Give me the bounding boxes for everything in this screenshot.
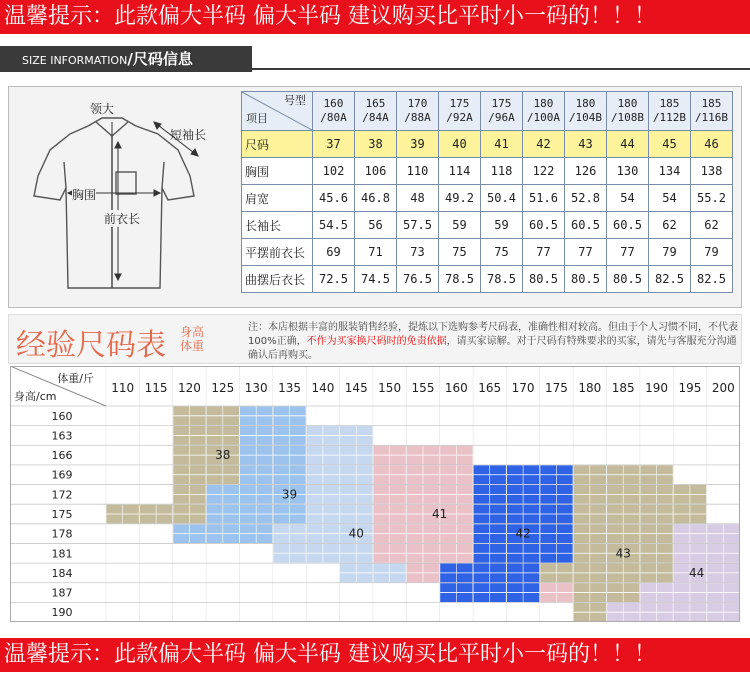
column-header-height: 180 [617,97,638,110]
table-row [242,131,733,158]
table-cell: 60.5 [523,212,565,239]
table-cell: 73 [397,239,439,266]
column-header-chest: /104B [568,111,603,124]
column-header [439,92,481,131]
table-row [242,158,733,185]
height-label: 184 [51,566,73,580]
label-chest: 胸围 [72,188,97,202]
table-cell: 62 [691,212,733,239]
column-header [481,92,523,131]
column-header-chest: /84A [362,111,389,124]
height-label: 166 [51,449,73,463]
experience-note [248,321,738,363]
table-cell: 69 [313,239,355,266]
column-header [649,92,691,131]
table-cell: 48 [397,185,439,212]
table-cell: 37 [313,131,355,158]
experience-title: 经验尺码表 [16,328,166,363]
weight-label: 180 [578,381,602,395]
table-cell: 50.4 [481,185,523,212]
note-text-red: 不作为买家换尺码时的免责依据 [306,336,447,347]
weight-label: 125 [211,381,235,395]
row-label: 肩宽 [242,185,313,212]
table-cell: 54 [649,185,691,212]
weight-label: 195 [678,381,702,395]
column-header-chest: /108B [610,111,645,124]
corner-bottom: 项目 [246,112,268,125]
height-label: 175 [51,508,73,521]
table-cell: 75 [481,239,523,266]
table-cell: 40 [439,131,481,158]
column-header-height: 185 [701,97,722,110]
height-label: 169 [51,468,73,482]
subtitle-weight: 体重 [180,339,205,353]
size-table [241,91,733,293]
table-cell: 45 [649,131,691,158]
column-header [607,92,649,131]
weight-label: 200 [711,381,735,395]
table-row [242,239,733,266]
section-title [22,46,193,74]
table-cell: 78.5 [481,266,523,293]
weight-label: 140 [311,381,335,395]
row-label: 胸围 [242,158,313,185]
height-label: 190 [51,606,73,620]
size-grid-svg [10,366,740,622]
warning-banner-bottom: 温馨提示：此款偏大半码 偏大半码 建议购买比平时小一码的！！！ [0,638,750,672]
column-header-height: 180 [575,97,596,110]
table-cell: 55.2 [691,185,733,212]
column-header-chest: /116B [694,111,729,124]
column-header-chest: /88A [404,111,431,124]
table-cell: 77 [523,239,565,266]
table-cell: 51.6 [523,185,565,212]
weight-label: 150 [378,381,402,395]
table-cell: 80.5 [523,266,565,293]
corner-top: 号型 [284,94,306,107]
table-cell: 126 [565,158,607,185]
title-chinese: 尺码信息 [132,50,193,68]
size-zone-label-38: 38 [215,448,231,463]
table-cell: 130 [607,158,649,185]
height-label: 172 [51,488,73,502]
table-cell: 52.8 [565,185,607,212]
table-cell: 71 [355,239,397,266]
section-header [0,46,750,72]
column-header-chest: /112B [652,111,687,124]
table-cell: 77 [607,239,649,266]
column-header-chest: /96A [488,111,515,124]
table-cell: 57.5 [397,212,439,239]
subtitle-height: 身高 [180,325,205,339]
note-text-b: ，请买家谅解。对于尺码有特殊要求的买家，请先与客服充分沟通确认后再购买。 [248,336,737,361]
table-cell: 106 [355,158,397,185]
label-sleeve: 短袖长 [170,128,207,142]
note-text-a: 注：本店根据丰富的服装销售经验，提炼以下选购参考尺码表，准确性相对较高。但由于个人习惯不同，不代表100%正确， [248,322,738,347]
size-zone-label-41: 41 [432,507,448,521]
height-label: 160 [51,409,73,423]
title-english: SIZE INFORMATION [22,54,128,67]
column-header [565,92,607,131]
table-cell: 79 [691,239,733,266]
label-length: 前衣长 [104,212,141,226]
table-cell: 76.5 [397,266,439,293]
weight-label: 170 [511,381,535,395]
column-header-height: 170 [407,97,428,110]
weight-label: 155 [411,381,435,395]
table-cell: 60.5 [565,212,607,239]
column-header [691,92,733,131]
row-label: 长袖长 [242,212,313,239]
weight-label: 130 [244,381,268,395]
table-row [242,185,733,212]
column-header [397,92,439,131]
table-cell: 62 [649,212,691,239]
table-cell: 60.5 [607,212,649,239]
table-cell: 41 [481,131,523,158]
table-cell: 44 [607,131,649,158]
table-cell: 74.5 [355,266,397,293]
row-label: 平摆前衣长 [242,239,313,266]
table-cell: 77 [565,239,607,266]
table-cell: 138 [691,158,733,185]
column-header-chest: /80A [320,111,347,124]
weight-label: 175 [545,381,568,395]
table-cell: 114 [439,158,481,185]
title-slash: / [127,50,133,68]
size-zone-label-40: 40 [348,526,364,541]
weight-label: 135 [278,381,301,395]
table-cell: 56 [355,212,397,239]
row-label: 曲摆后衣长 [242,266,313,293]
corner-weight-label: 体重/斤 [57,372,94,385]
table-cell: 59 [481,212,523,239]
weight-label: 145 [344,381,368,395]
table-cell: 122 [523,158,565,185]
table-cell: 42 [523,131,565,158]
corner-height-label: 身高/cm [14,390,57,403]
table-cell: 43 [565,131,607,158]
size-zone-label-39: 39 [281,487,298,502]
table-cell: 82.5 [691,266,733,293]
table-cell: 72.5 [313,266,355,293]
column-header-height: 175 [491,97,512,110]
table-cell: 59 [439,212,481,239]
table-cell: 75 [439,239,481,266]
experience-subtitle [180,325,204,353]
table-cell: 46 [691,131,733,158]
height-label: 187 [51,586,73,600]
table-cell: 118 [481,158,523,185]
height-label: 163 [51,429,73,443]
shirt-diagram [10,92,240,304]
column-header-height: 165 [365,97,386,110]
column-header [355,92,397,131]
table-corner [242,92,313,131]
weight-label: 190 [645,381,669,395]
table-cell: 82.5 [649,266,691,293]
weight-label: 160 [444,381,468,395]
table-cell: 80.5 [565,266,607,293]
column-header [523,92,565,131]
table-row [242,266,733,293]
table-cell: 79 [649,239,691,266]
column-header-height: 180 [533,97,554,110]
table-cell: 134 [649,158,691,185]
shirt-outline-icon [10,92,240,304]
table-cell: 46.8 [355,185,397,212]
size-zone-label-43: 43 [615,546,631,561]
column-header [313,92,355,131]
table-cell: 54 [607,185,649,212]
column-header-chest: /100A [526,111,561,124]
column-header-height: 175 [449,97,470,110]
size-zone-label-42: 42 [515,526,531,541]
table-cell: 110 [397,158,439,185]
label-collar: 领大 [90,102,115,116]
column-header-chest: /92A [446,111,473,124]
size-zone-label-44: 44 [688,565,705,580]
table-row [242,212,733,239]
weight-label: 120 [177,381,201,395]
column-header-height: 185 [659,97,680,110]
experience-size-grid [10,366,740,626]
table-cell: 39 [397,131,439,158]
weight-label: 165 [478,381,502,395]
warning-banner-top: 温馨提示：此款偏大半码 偏大半码 建议购买比平时小一码的！！！ [0,0,750,34]
weight-label: 115 [144,381,168,395]
height-label: 178 [51,527,73,541]
row-label: 尺码 [242,131,313,158]
table-cell: 102 [313,158,355,185]
table-cell: 80.5 [607,266,649,293]
weight-label: 110 [111,381,135,395]
table-cell: 54.5 [313,212,355,239]
table-cell: 78.5 [439,266,481,293]
weight-label: 185 [611,381,635,395]
table-cell: 45.6 [313,185,355,212]
height-label: 181 [51,547,73,561]
header-rule [230,68,750,70]
table-cell: 38 [355,131,397,158]
column-header-height: 160 [323,97,344,110]
table-cell: 49.2 [439,185,481,212]
